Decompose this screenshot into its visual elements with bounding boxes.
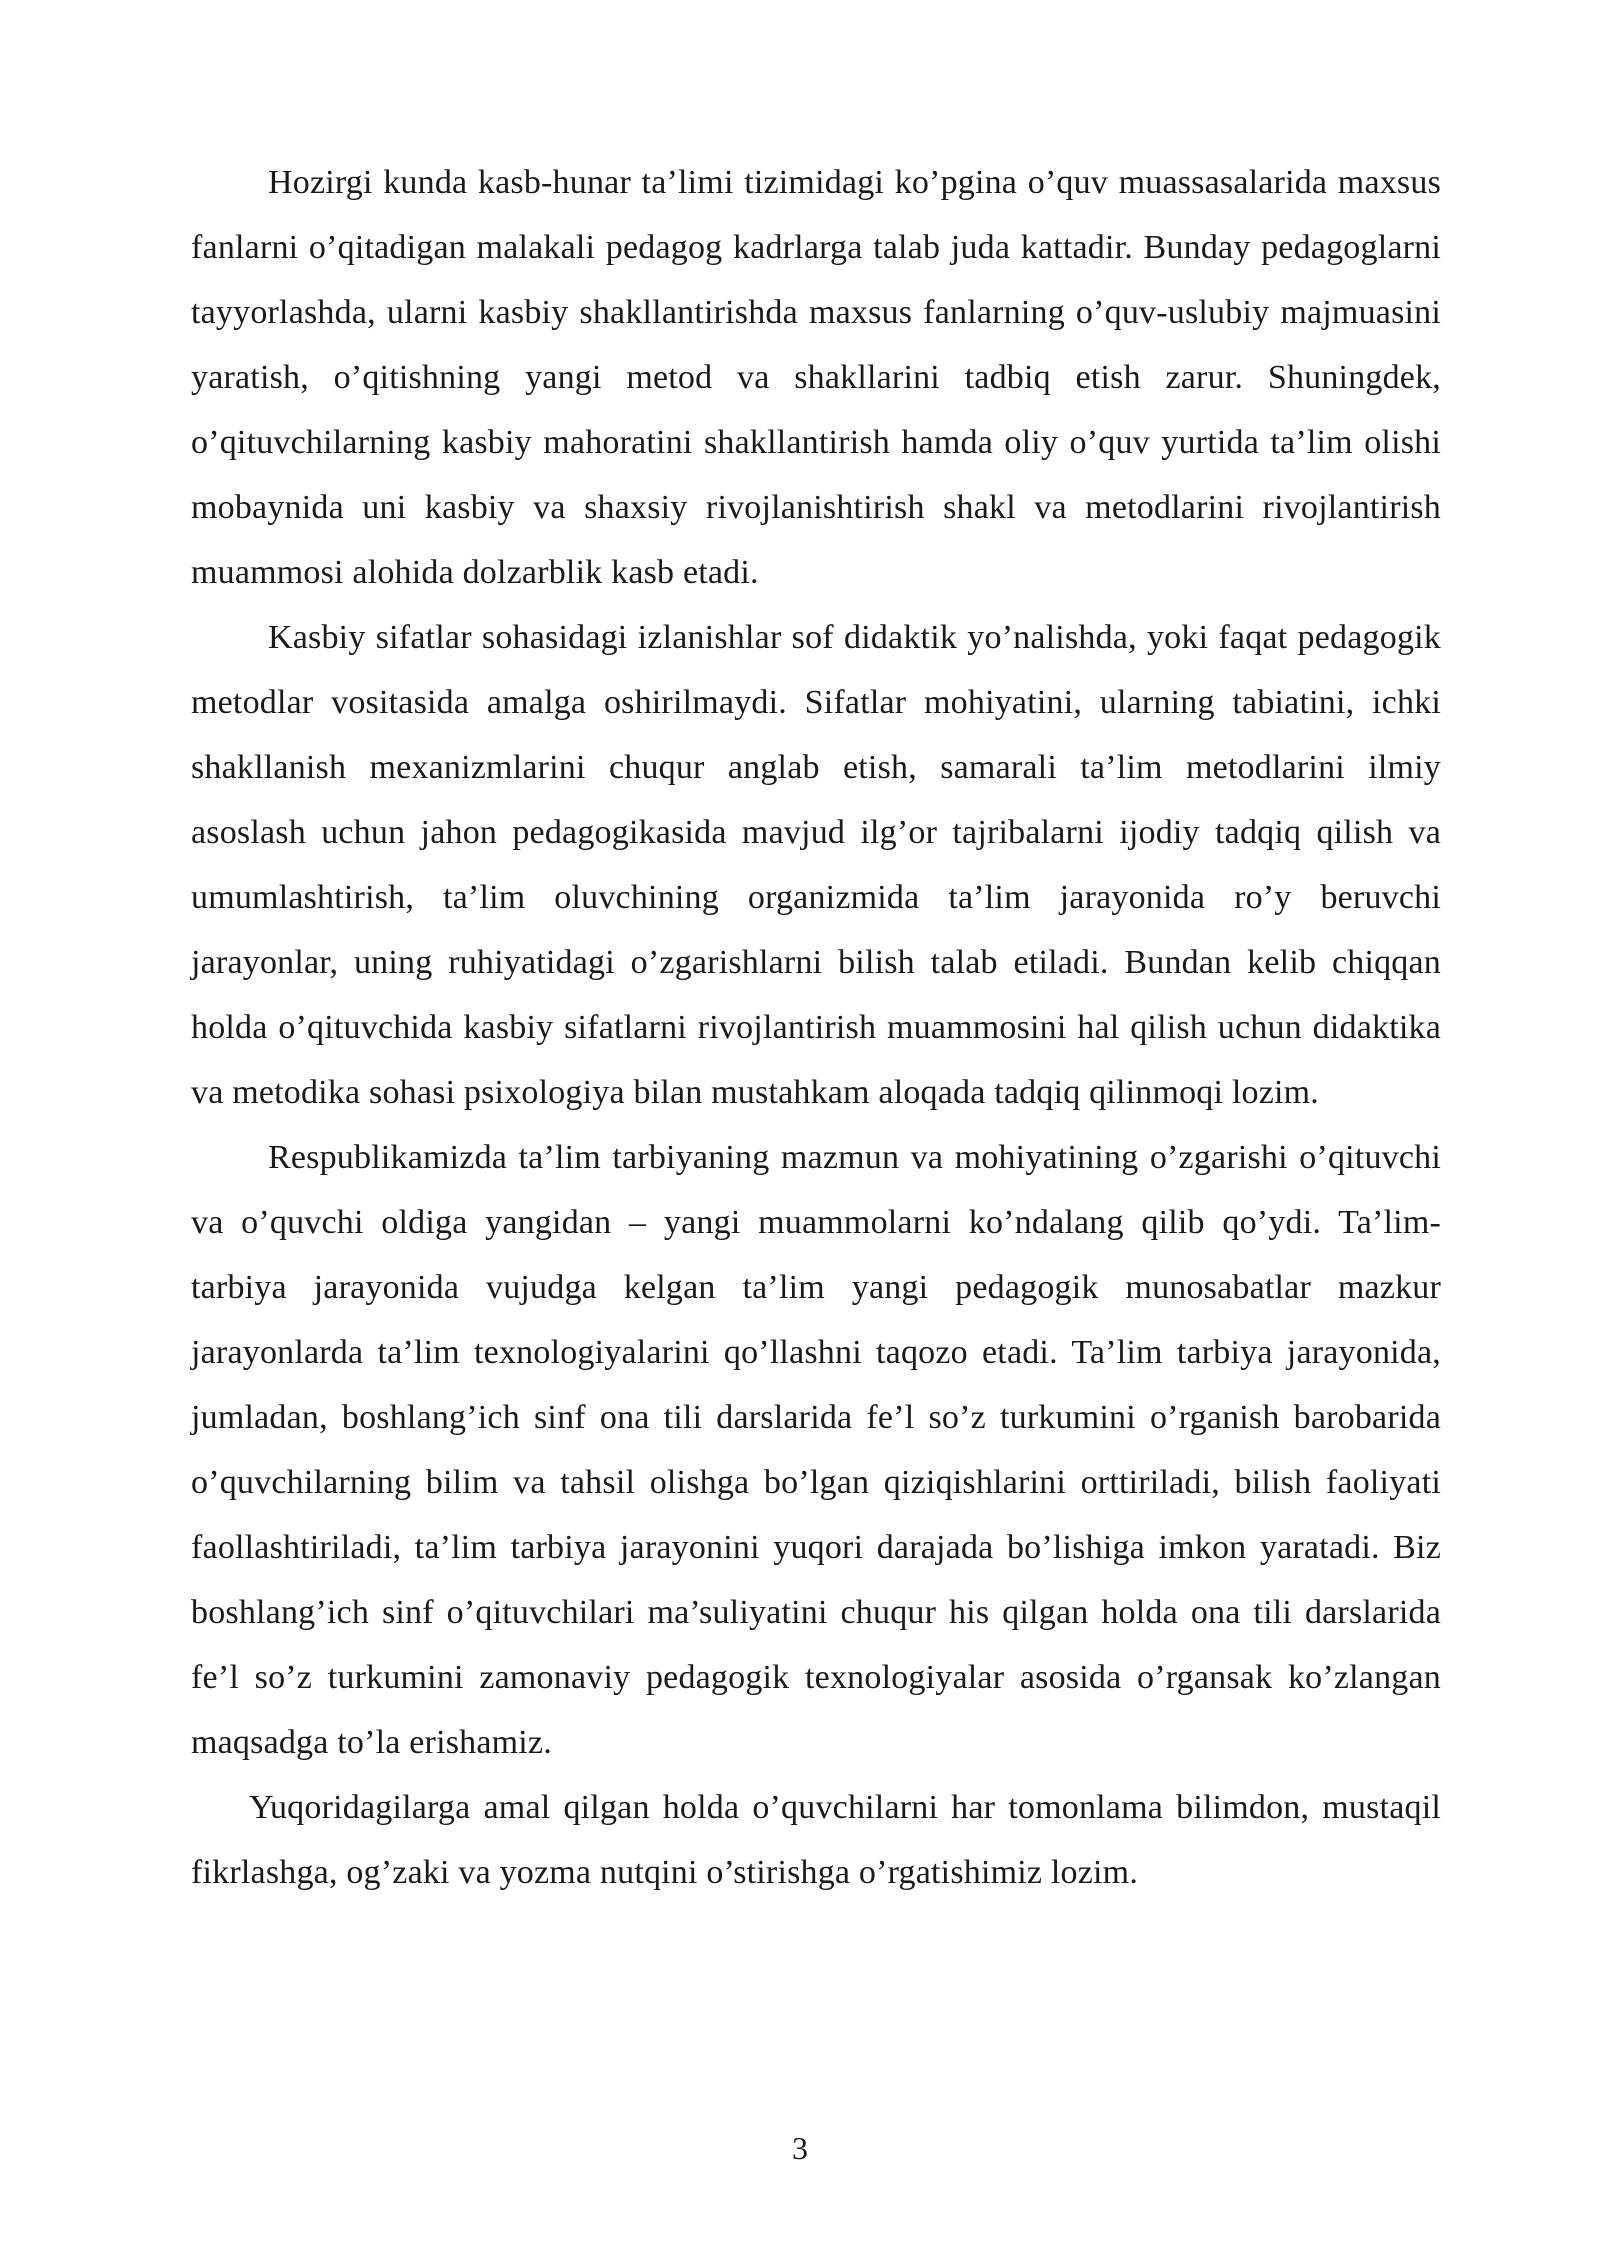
paragraph: Kasbiy sifatlar sohasidagi izlanishlar sof didaktik yo’nalishda, yoki faqat pedagogik metodlar vositasida amalga oshirilmaydi. Sifatlar mohiyatini, ularning tabiatini, ichki shakllanish mexanizmlarini chuqur anglab etish, samarali ta’lim metodlarini ilmiy asoslash uchun jahon pedagogikasida mavjud ilg’or tajribalarni ijodiy tadqiq qilish va umumlashtirish, ta’lim oluvchining organizmida ta’lim jarayonida ro’y beruvchi jarayonlar, uning ruhiyatidagi o’zgarishlarni bilish talab etiladi. Bundan kelib chiqqan holda o’qituvchida kasbiy sifatlarni rivojlantirish muammosini hal qilish uchun didaktika va metodika sohasi psixologiya bilan mustahkam aloqada tadqiq qilinmoqi lozim. — [191, 619, 1441, 1111]
document-body — [191, 150, 1441, 1905]
paragraph: Hozirgi kunda kasb-hunar ta’limi tizimidagi ko’pgina o’quv muassasalarida maxsus fanlarni o’qitadigan malakali pedagog kadrlarga talab juda kattadir. Bunday pedagoglarni tayyorlashda, ularni kasbiy shakllantirishda maxsus fanlarning o’quv-uslubiy majmuasini yaratish, o’qitishning yangi metod va shakllarini tadbiq etish zarur. Shuningdek, o’qituvchilarning kasbiy mahoratini shakllantirish hamda oliy o’quv yurtida ta’lim olishi mobaynida uni kasbiy va shaxsiy rivojlanishtirish shakl va metodlarini rivojlantirish muammosi alohida dolzarblik kasb etadi. — [191, 164, 1441, 591]
paragraph: Yuqoridagilarga amal qilgan holda o’quvchilarni har tomonlama bilimdon, mustaqil fikrlashga, og’zaki va yozma nutqini o’stirishga o’rgatishimiz lozim. — [191, 1789, 1441, 1891]
page-number: 3 — [792, 2130, 808, 2166]
paragraph: Respublikamizda ta’lim tarbiyaning mazmun va mohiyatining o’zgarishi o’qituvchi va o’quvchi oldiga yangidan – yangi muammolarni ko’ndalang qilib qo’ydi. Ta’lim-tarbiya jarayonida vujudga kelgan ta’lim yangi pedagogik munosabatlar mazkur jarayonlarda ta’lim texnologiyalarini qo’llashni taqozo etadi. Ta’lim tarbiya jarayonida, jumladan, boshlang’ich sinf ona tili darslarida fe’l so’z turkumini o’rganish barobarida o’quvchilarning bilim va tahsil olishga bo’lgan qiziqishlarini orttiriladi, bilish faoliyati faollashtiriladi, ta’lim tarbiya jarayonini yuqori darajada bo’lishiga imkon yaratadi. Biz boshlang’ich sinf o’qituvchilari ma’suliyatini chuqur his qilgan holda ona tili darslarida fe’l so’z turkumini zamonaviy pedagogik texnologiyalar asosida o’rgansak ko’zlangan maqsadga to’la erishamiz. — [191, 1139, 1441, 1761]
